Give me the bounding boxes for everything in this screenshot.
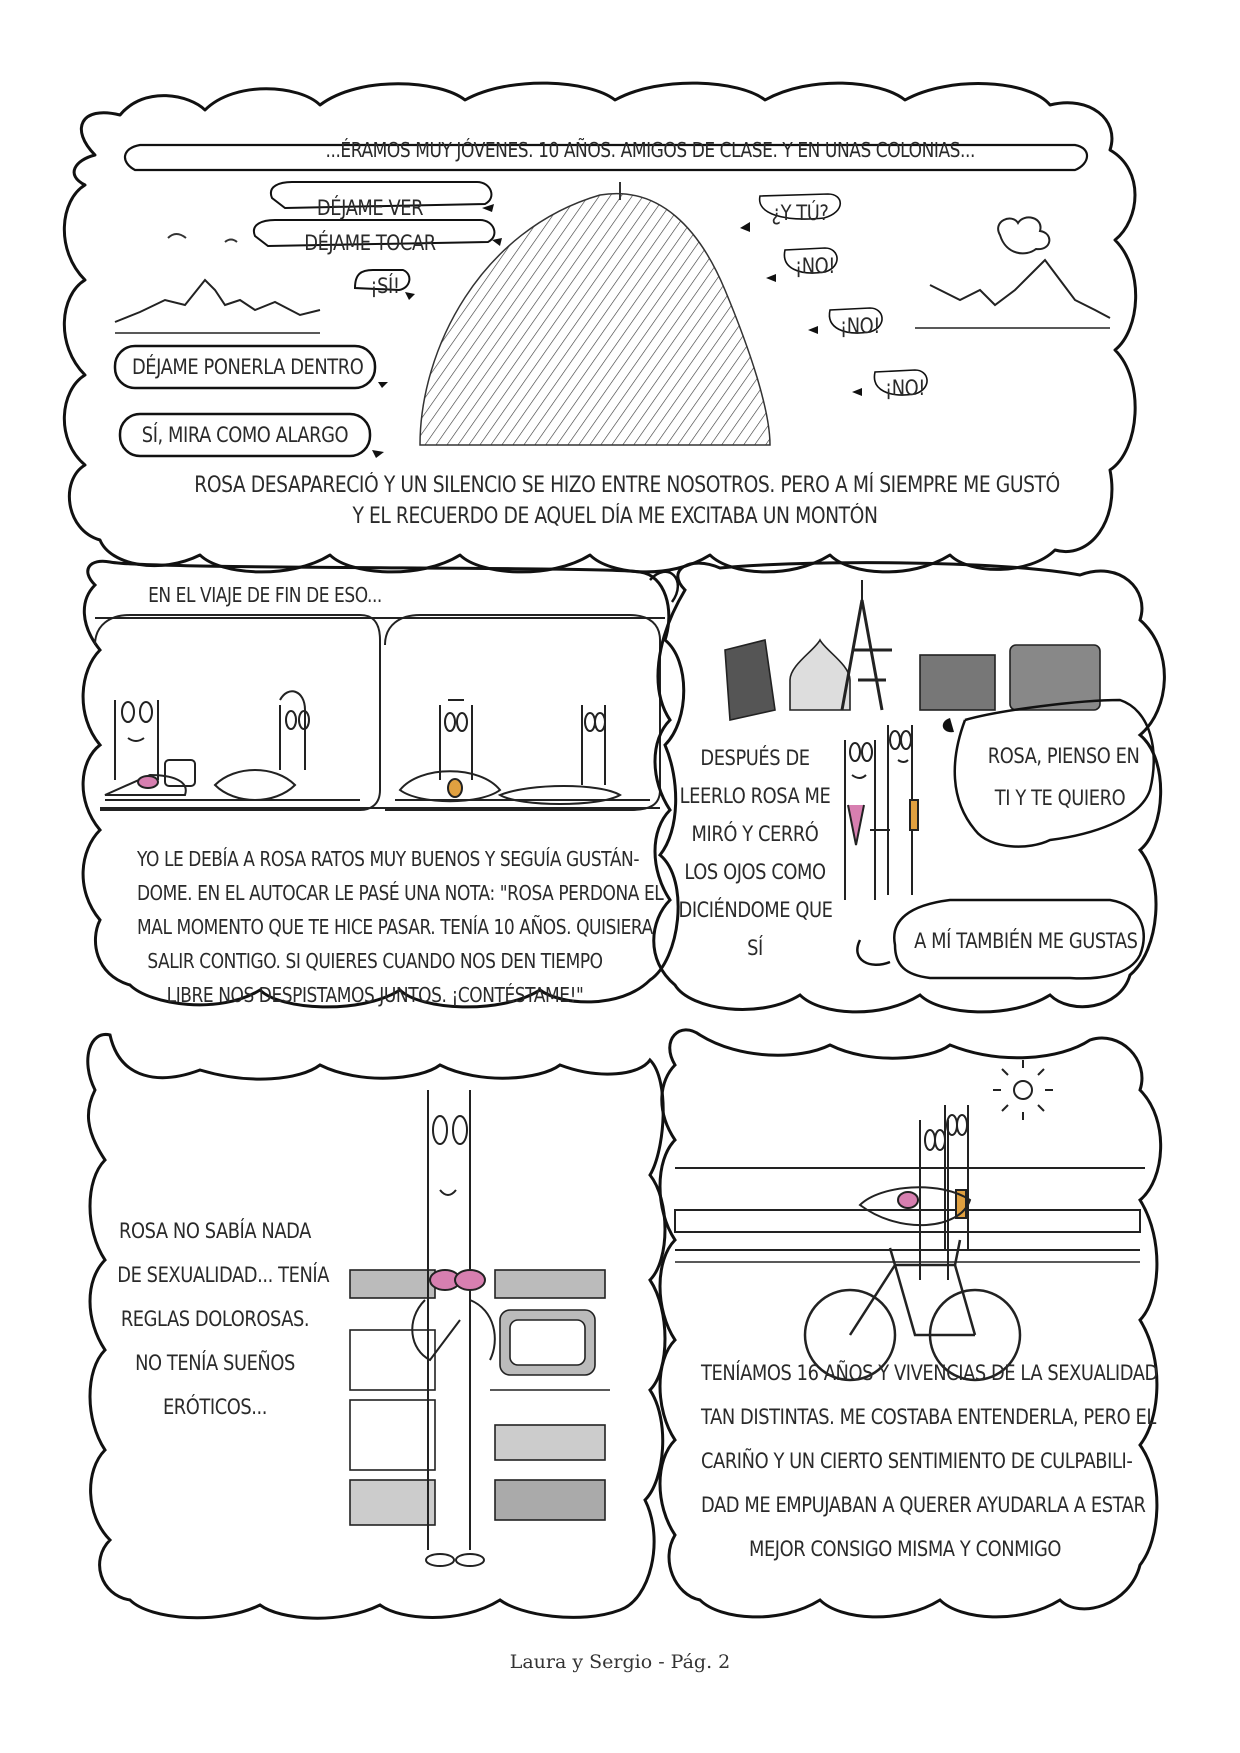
cyclists [860,1105,970,1280]
panel-3-text-line-6: SÍ [747,936,763,960]
panel-5-text-line-1: TENÍAMOS 16 AÑOS Y VIVENCIAS DE LA SEXUALIDAD [701,1361,1158,1385]
bubble-y-tu: ¿Y TÚ? [771,201,829,225]
panel-5-frame [660,1030,1161,1617]
panel-2-text-line-1: YO LE DEBÍA A ROSA RATOS MUY BUENOS Y SEGUÍA GUSTÁN- [137,847,640,871]
panel-1-caption: ...ÉRAMOS MUY JÓVENES. 10 AÑOS. AMIGOS DE CLASE. Y EN UNAS COLONIAS... [325,138,975,162]
panel-5-text-line-4: DAD ME EMPUJABAN A QUERER AYUDARLA A ESTAR [701,1493,1146,1517]
bubble-no-1: ¡NO! [794,254,836,278]
haystack [420,194,770,445]
panel-2-text-line-2: DOME. EN EL AUTOCAR LE PASÉ UNA NOTA: "ROSA PERDONA EL [137,881,664,905]
bubble-dejame-ver: DÉJAME VER [316,196,424,220]
mountains-left [115,280,320,322]
panel-5-text-line-5: MEJOR CONSIGO MISMA Y CONMIGO [748,1537,1062,1561]
bubble-pienso-en-ti-line-2: TI Y TE QUIERO [994,786,1126,810]
panel-5-text-line-2: TAN DISTINTAS. ME COSTABA ENTENDERLA, PERO EL [701,1405,1156,1429]
bubble-mira-alargo: SÍ, MIRA COMO ALARGO [141,423,349,447]
panel-4-text-line-3: REGLAS DOLOROSAS. [120,1307,310,1331]
small-cloud [998,217,1049,253]
panel-4-text-line-4: NO TENÍA SUEÑOS [135,1351,295,1375]
panel-1-narration-line-1: ROSA DESAPARECIÓ Y UN SILENCIO SE HIZO ENTRE NOSOTROS. PERO A MÍ SIEMPRE ME GUSTÓ [194,473,1060,498]
bathroom-shelves [350,1270,610,1525]
bus-window-right [385,615,660,810]
panel-2-text-line-4: SALIR CONTIGO. SI QUIERES CUANDO NOS DEN TIEMPO [147,949,603,973]
panel-2-text-line-5: LIBRE NOS DESPISTAMOS JUNTOS. ¡CONTÉSTAME!" [166,983,584,1007]
panel-1-narration-line-2: Y EL RECUERDO DE AQUEL DÍA ME EXCITABA UN MONTÓN [352,504,878,529]
page-footer: Laura y Sergio - Pág. 2 [509,1651,731,1673]
panel-4-text-line-2: DE SEXUALIDAD... TENÍA [117,1263,330,1287]
bubble-dejame-tocar: DÉJAME TOCAR [304,231,436,255]
panel-3-text-line-4: LOS OJOS COMO [684,860,826,884]
bubble-si: ¡SÍ! [370,274,400,298]
bubble-pienso-en-ti-line-1: ROSA, PIENSO EN [987,744,1140,768]
panel-3-text-line-3: MIRÓ Y CERRÓ [691,822,819,846]
bubble-a-mi-tambien: A MÍ TAMBIÉN ME GUSTAS [914,929,1138,953]
panel-3-text-line-2: LEERLO ROSA ME [679,784,831,808]
monuments-skyline [725,580,1100,720]
bus-characters-right [395,700,650,804]
mountains-right [930,260,1110,318]
promenade-railing [675,1210,1140,1232]
panel-5-text-line-3: CARIÑO Y UN CIERTO SENTIMIENTO DE CULPABILI- [701,1449,1133,1473]
panel-2-caption: EN EL VIAJE DE FIN DE ESO... [148,583,382,607]
bubble-no-3: ¡NO! [884,376,926,400]
panel-4-text-line-1: ROSA NO SABÍA NADA [119,1219,311,1243]
bicycle [805,1240,1020,1380]
sun [993,1060,1053,1120]
bubble-dejame-ponerla: DÉJAME PONERLA DENTRO [131,355,364,379]
panel-3-text-line-5: DICIÉNDOME QUE [678,898,833,922]
panel-4-text-line-5: ERÓTICOS... [162,1395,268,1419]
panel-3-text-line-1: DESPUÉS DE [700,746,810,770]
panel-2-text-line-3: MAL MOMENTO QUE TE HICE PASAR. TENÍA 10 AÑOS. QUISIERA [137,915,653,939]
bubble-no-2: ¡NO! [839,314,881,338]
bus-characters-left [105,691,360,800]
bubble-frame-pienso [955,700,1154,847]
couple-holding-hands [845,725,918,900]
